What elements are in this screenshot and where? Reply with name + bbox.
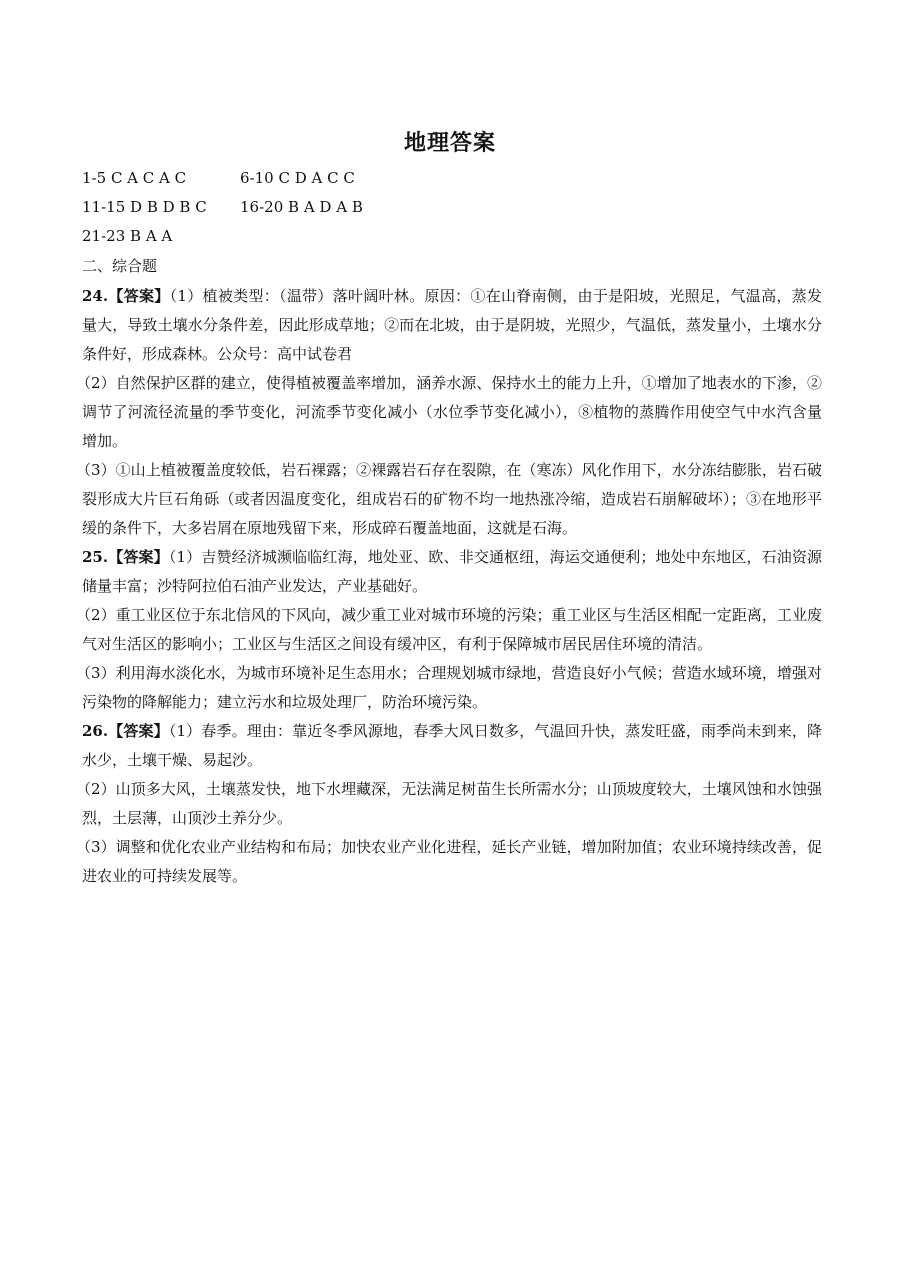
question-26-part-1: 26.【答案】（1）春季。理由：靠近冬季风源地，春季大风日数多，气温回升快，蒸发旺盛，雨季尚未到来，降水少，土壤干燥、易起沙。 xyxy=(82,722,822,769)
mcq-row xyxy=(82,168,482,197)
page-title: 地理答案 xyxy=(403,131,496,156)
question-26-part-3: （3）调整和优化农业产业结构和布局；加快农业产业化进程，延长产业链，增加附加值；农业环境持续改善，促进农业的可持续发展等。 xyxy=(76,838,822,885)
mcq-group: 16-20 B A D A B xyxy=(240,198,363,216)
mcq-group: 6-10 C D A C C xyxy=(240,169,355,187)
mcq-row xyxy=(82,197,482,226)
question-24-part-1: 24.【答案】（1）植被类型：（温带）落叶阔叶林。原因：①在山脊南侧，由于是阳坡，光照足，气温高，蒸发量大，导致土壤水分条件差，因此形成草地；②而在北坡，由于是阴坡，光照少，气温低，蒸发量小，土壤水分条件好，形成森林。公众号：高中试卷君 xyxy=(82,287,822,363)
question-25-part-1: 25.【答案】（1）吉赞经济城濒临临红海，地处亚、欧、非交通枢纽，海运交通便利；地处中东地区，石油资源储量丰富；沙特阿拉伯石油产业发达，产业基础好。 xyxy=(82,548,822,595)
mcq-group: 21-23 B A A xyxy=(82,227,173,245)
question-24-part-2: （2）自然保护区群的建立，使得植被覆盖率增加，涵养水源、保持水土的能力上升，①增加了地表水的下渗，②调节了河流径流量的季节变化，河流季节变化减小（水位季节变化减小），⑧植物的蒸腾作用使空气中水汽含量增加。 xyxy=(76,374,822,450)
mcq-group: 1-5 C A C A C xyxy=(82,169,187,187)
mcq-row xyxy=(82,226,482,255)
question-25-part-3: （3）利用海水淡化水，为城市环境补足生态用水；合理规划城市绿地，营造良好小气候；营造水域环境，增强对污染物的降解能力；建立污水和垃圾处理厂，防治环境污染。 xyxy=(76,664,822,711)
mcq-group: 11-15 D B D B C xyxy=(82,198,207,216)
multiple-choice-answers xyxy=(82,168,482,255)
question-26-part-2: （2）山顶多大风，土壤蒸发快，地下水埋藏深，无法满足树苗生长所需水分；山顶坡度较大，土壤风蚀和水蚀强烈，土层薄，山顶沙土养分少。 xyxy=(76,780,822,827)
question-24-part-3: （3）①山上植被覆盖度较低，岩石裸露；②裸露岩石存在裂隙，在（寒冻）风化作用下，水分冻结膨胀，岩石破裂形成大片巨石角砾（或者因温度变化，组成岩石的矿物不均一地热涨冷缩，造成岩石崩解破坏）；③在地形平缓的条件下，大多岩屑在原地残留下来，形成碎石覆盖地面，这就是石海。 xyxy=(76,461,822,537)
essay-answers xyxy=(76,282,822,891)
section-heading: 二、综合题 xyxy=(82,257,158,275)
question-25-part-2: （2）重工业区位于东北信风的下风向，减少重工业对城市环境的污染；重工业区与生活区相配一定距离，工业废气对生活区的影响小；工业区与生活区之间设有缓冲区，有利于保障城市居民居住环境的清洁。 xyxy=(76,606,822,653)
